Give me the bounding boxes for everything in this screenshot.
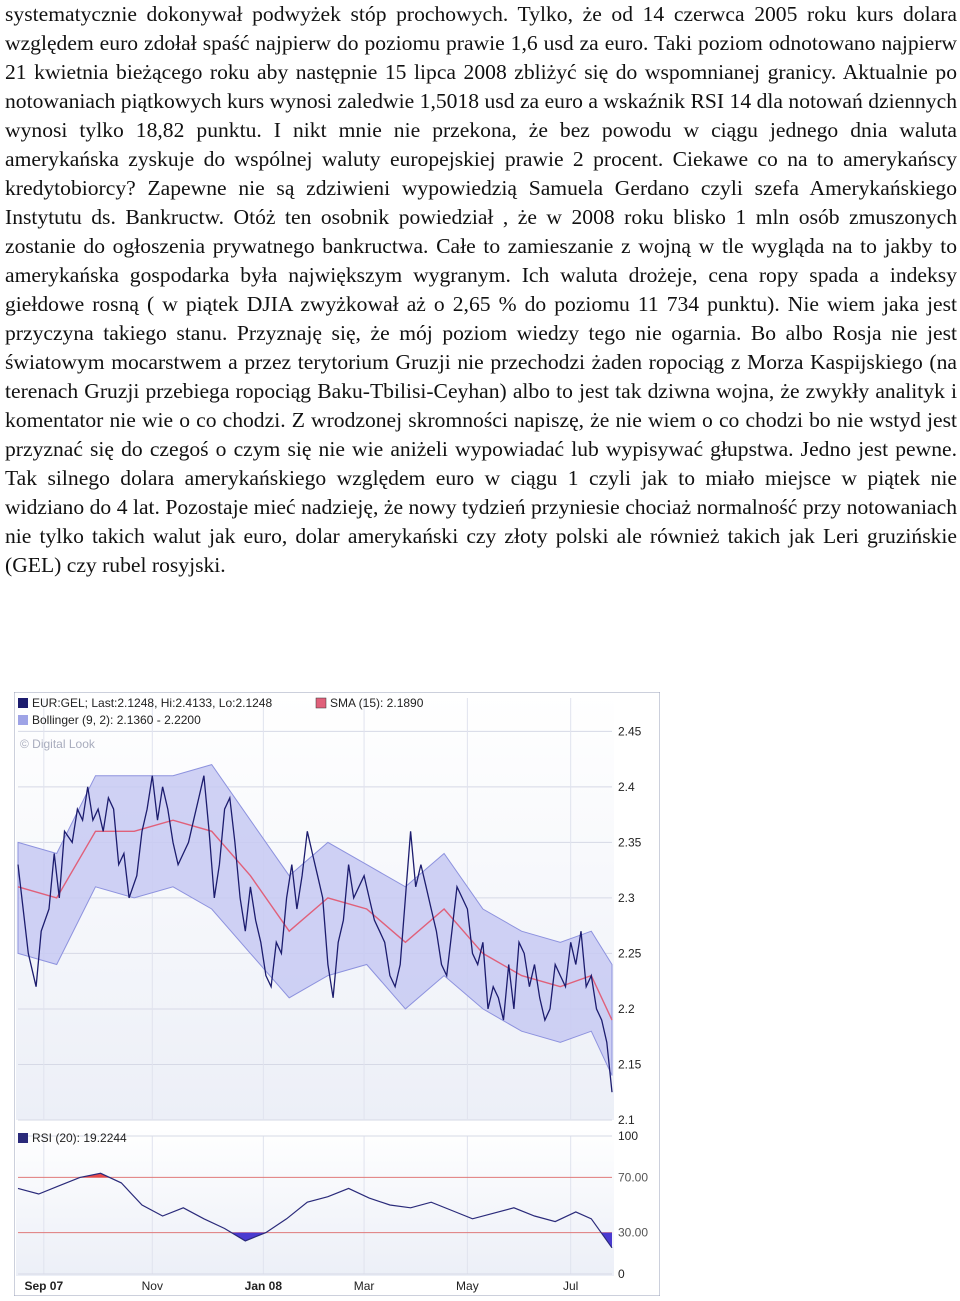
price-tick-label: 2.2 (618, 1001, 635, 1016)
price-tick-label: 2.1 (618, 1113, 635, 1127)
price-tick-label: 2.25 (618, 946, 642, 961)
price-tick-label: 2.4 (618, 779, 635, 794)
x-tick-label: Mar (353, 1279, 375, 1293)
chart-figure (14, 692, 660, 1296)
x-tick-label: Jan 08 (244, 1279, 283, 1293)
rsi-tick-label: 70.00 (618, 1170, 649, 1185)
watermark: © Digital Look (20, 737, 95, 751)
legend-bollinger: Bollinger (9, 2): 2.1360 - 2.2200 (32, 713, 201, 727)
rsi-tick-label: 0 (618, 1267, 625, 1281)
price-tick-label: 2.3 (618, 890, 635, 905)
price-tick-label: 2.45 (618, 724, 642, 739)
price-tick-label: 2.15 (618, 1057, 642, 1072)
article-paragraph: systematycznie dokonywał podwyżek stóp prochowych. Tylko, że od 14 czerwca 2005 roku kurs dolara względem euro zdołał spaść najpierw do poziomu prawie 1,6 usd za euro. Taki poziom odnotowano najpierw 21 kwietnia bieżącego roku aby następnie 15 lipca 2008 zbliżyć się do wspomnianej granicy. Aktualnie po notowaniach piątkowych kurs wynosi zaledwie 1,5018 usd za euro a wskaźnik RSI 14 dla notowań dziennych wynosi tylko 18,82 punktu. I nikt mnie nie przekona, że bez powodu w ciągu jednego dnia waluta amerykańska zyskuje do wspólnej waluty europejskiej prawie 2 procent. Ciekawe co na to amerykańscy kredytobiorcy? Zapewne nie są zdziwieni wypowiedzią Samuela Gerdano czyli szefa Amerykańskiego Instytutu ds. Bankructw. Otóż ten osobnik powiedział , że w 2008 roku blisko 1 mln osób zmuszonych zostanie do ogłoszenia prywatnego bankructwa. Całe to zamieszanie z wojną w tle wygląda na to jakby to amerykańska gospodarka była największym wygranym. Ich waluta drożeje, cena ropy spada a indeksy giełdowe rosną ( w piątek DJIA zwyżkował aż o 2,65 % do poziomu 11 734 punktu). Nie wiem jaka jest przyczyna takiego stanu. Przyznaję się, że mój poziom wiedzy tego nie ogarnia. Bo albo Rosja nie jest światowym mocarstwem a przez terytorium Gruzji nie przechodzi żaden ropociąg z Morza Kaspijskiego (na terenach Gruzji przebiega ropociąg Baku-Tbilisi-Ceyhan) albo to jest tak dziwna wojna, że zwykły analityk i komentator nie wie o co chodzi. Z wrodzonej skromności napiszę, że nie wiem o co chodzi bo nie wstyd jest przyznać się do czegoś o czym się nie wie aniżeli wypowiadać lub wypisywać głupstwa. Jedno jest pewne. Tak silnego dolara amerykańskiego względem euro w ciągu 1 czyli jak to miało miejsce w piątek nie widziano do 4 lat. Pozostaje mieć nadzieję, że nowy tydzień przyniesie chociaż normalność przy notowaniach nie tylko takich walut jak euro, dolar amerykański czy złoty polski ale również takich jak Leri gruzińskie (GEL) czy rubel rosyjski. (5, 2, 957, 577)
legend-sma: SMA (15): 2.1890 (330, 696, 424, 710)
eurgel-chart (14, 692, 660, 1296)
legend-price: EUR:GEL; Last:2.1248, Hi:2.4133, Lo:2.1248 (32, 696, 273, 710)
x-tick-label: Nov (141, 1279, 163, 1293)
rsi-tick-label: 30.00 (618, 1225, 649, 1240)
price-tick-label: 2.35 (618, 835, 642, 850)
x-tick-label: Jul (563, 1279, 579, 1293)
legend-rsi: RSI (20): 19.2244 (32, 1131, 127, 1145)
article-text (5, 0, 957, 580)
rsi-plot-area (16, 1128, 614, 1276)
x-tick-label: Sep 07 (24, 1279, 64, 1293)
x-tick-label: May (456, 1279, 479, 1293)
rsi-legend (18, 1131, 127, 1145)
rsi-tick-label: 100 (618, 1129, 639, 1143)
